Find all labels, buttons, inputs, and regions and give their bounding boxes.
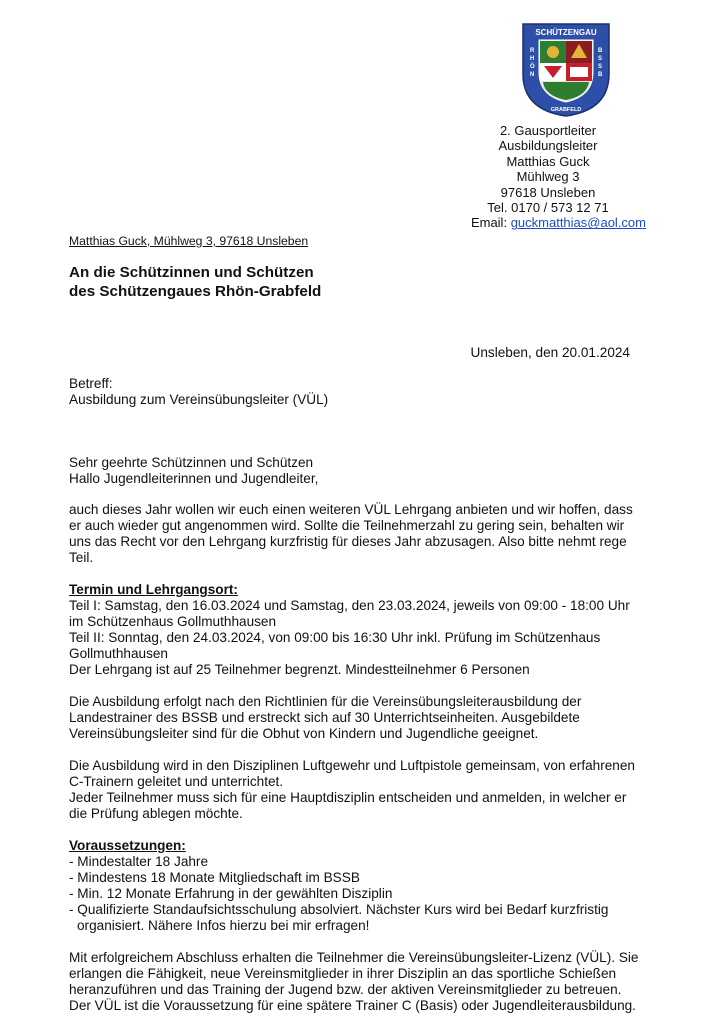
termin-line: Teil II: Sonntag, den 24.03.2024, von 09:00 bis 16:30 Uhr inkl. Prüfung im Schützenhaus: [69, 630, 601, 645]
svg-text:GRABFELD: GRABFELD: [550, 107, 582, 113]
termin-line: Der Lehrgang ist auf 25 Teilnehmer begrenzt. Mindestteilnehmer 6 Personen: [69, 662, 530, 677]
abschluss-paragraph: [69, 950, 649, 1014]
intro-line: Teil.: [69, 550, 94, 565]
termin-heading: Termin und Lehrgangsort:: [69, 582, 238, 597]
svg-text:S: S: [598, 64, 603, 70]
requirement-item: - Qualifizierte Standaufsichtsschulung absolviert. Nächster Kurs wird bei Bedarf kurzfristig: [69, 902, 609, 917]
ausbildung-line: Die Ausbildung erfolgt nach den Richtlinien für die Vereinsübungsleiterausbildung der: [69, 694, 582, 709]
abschluss-line: erlangen die Fähigkeit, neue Vereinsmitglieder in ihrer Disziplin an das sportliche Schießen: [69, 966, 617, 981]
ausbildung-line: Die Ausbildung wird in den Disziplinen Luftgewehr und Luftpistole gemeinsam, von erfahrenen: [69, 758, 635, 773]
svg-text:H: H: [530, 56, 535, 62]
requirement-item: - Mindestalter 18 Jahre: [69, 854, 209, 869]
intro-line: auch dieses Jahr wollen wir euch einen weiteren VÜL Lehrgang anbieten und wir hoffen, dass: [69, 502, 633, 517]
subject-text: Ausbildung zum Vereinsübungsleiter (VÜL): [69, 392, 329, 407]
svg-text:N: N: [530, 72, 535, 78]
coat-of-arms-emblem: [521, 22, 611, 118]
ausbildung-paragraph-2: [69, 758, 649, 822]
sender-phone: Tel. 0170 / 573 12 71: [487, 200, 609, 216]
logo-top-text: SCHÜTZENGAU: [535, 28, 597, 37]
subject-label: Betreff:: [69, 376, 113, 391]
recipient-line-2: des Schützengaues Rhön-Grabfeld: [69, 283, 322, 300]
ausbildung-line: Landestrainer des BSSB und erstreckt sich auf 30 Unterrichtseinheiten. Ausgebildete: [69, 710, 580, 725]
intro-line: uns das Recht vor den Lehrgang kurzfristig für dieses Jahr abzusagen. Also bitte nehmt rege: [69, 534, 627, 549]
ausbildung-line: Jeder Teilnehmer muss sich für eine Hauptdisziplin entscheiden und anmelden, in welcher er: [69, 790, 627, 805]
sender-city: 97618 Unsleben: [500, 184, 596, 200]
recipient-block: [69, 263, 321, 301]
requirement-item: - Min. 12 Monate Erfahrung in der gewählten Disziplin: [69, 886, 393, 901]
termin-line: Teil I: Samstag, den 16.03.2024 und Samstag, den 23.03.2024, jeweils von 09:00 - 18:00 Uhr: [69, 598, 630, 613]
intro-line: er auch wieder gut angenommen wird. Sollte die Teilnehmerzahl zu gering sein, behalten wir: [69, 518, 625, 533]
abschluss-line: heranzuführen und das Training der Jugend bzw. der aktiven Vereinsmitglieder zu betreuen.: [69, 982, 622, 997]
letter-body: [69, 502, 649, 1030]
ausbildung-paragraph-1: [69, 694, 649, 742]
termin-line: Gollmuthhausen: [69, 646, 168, 661]
svg-text:S: S: [598, 56, 603, 62]
greeting-line-1: Sehr geehrte Schützinnen und Schützen: [69, 455, 314, 470]
requirement-continuation: organisiert. Nähere Infos hierzu bei mir erfragen!: [77, 918, 370, 933]
sender-role: Ausbildungsleiter: [498, 138, 598, 154]
email-label: Email:: [470, 215, 508, 231]
subject-block: [69, 376, 328, 408]
intro-paragraph: [69, 502, 649, 566]
abschluss-line: Der VÜL ist die Voraussetzung für eine spätere Trainer C (Basis) oder Jugendleiterausbildung.: [69, 998, 636, 1013]
abschluss-line: Mit erfolgreichem Abschluss erhalten die Teilnehmer die Vereinsübungsleiter-Lizenz (VÜL). Sie: [69, 950, 639, 965]
svg-text:Ö: Ö: [530, 64, 535, 70]
schuetzengau-logo: [521, 22, 611, 118]
sender-position: 2. Gausportleiter: [499, 123, 597, 138]
letter-date: Unsleben, den 20.01.2024: [470, 345, 630, 360]
return-address: Matthias Guck, Mühlweg 3, 97618 Unsleben: [69, 234, 309, 248]
voraussetzungen-section: [69, 838, 649, 934]
ausbildung-line: C-Trainern geleitet und unterrichtet.: [69, 774, 284, 789]
ausbildung-line: Vereinsübungsleiter sind für die Obhut von Kindern und Jugendliche geeignet.: [69, 726, 539, 741]
sender-name: Matthias Guck: [506, 153, 590, 169]
sender-email-row: [398, 215, 646, 230]
recipient-line-1: An die Schützinnen und Schützen: [69, 264, 314, 281]
email-link[interactable]: guckmatthias@aol.com: [510, 215, 646, 231]
requirement-item: - Mindestens 18 Monate Mitgliedschaft im BSSB: [69, 870, 360, 885]
svg-text:R: R: [530, 48, 535, 54]
svg-text:B: B: [598, 48, 603, 54]
termin-line: im Schützenhaus Gollmuthhausen: [69, 614, 277, 629]
termin-section: [69, 582, 649, 678]
svg-text:B: B: [598, 72, 603, 78]
greeting-block: [69, 455, 318, 487]
voraussetzungen-heading: Voraussetzungen:: [69, 838, 186, 853]
greeting-line-2: Hallo Jugendleiterinnen und Jugendleiter,: [69, 471, 319, 486]
ausbildung-line: die Prüfung ablegen möchte.: [69, 806, 243, 821]
sender-street: Mühlweg 3: [516, 169, 580, 185]
sender-address-block: [458, 123, 646, 231]
